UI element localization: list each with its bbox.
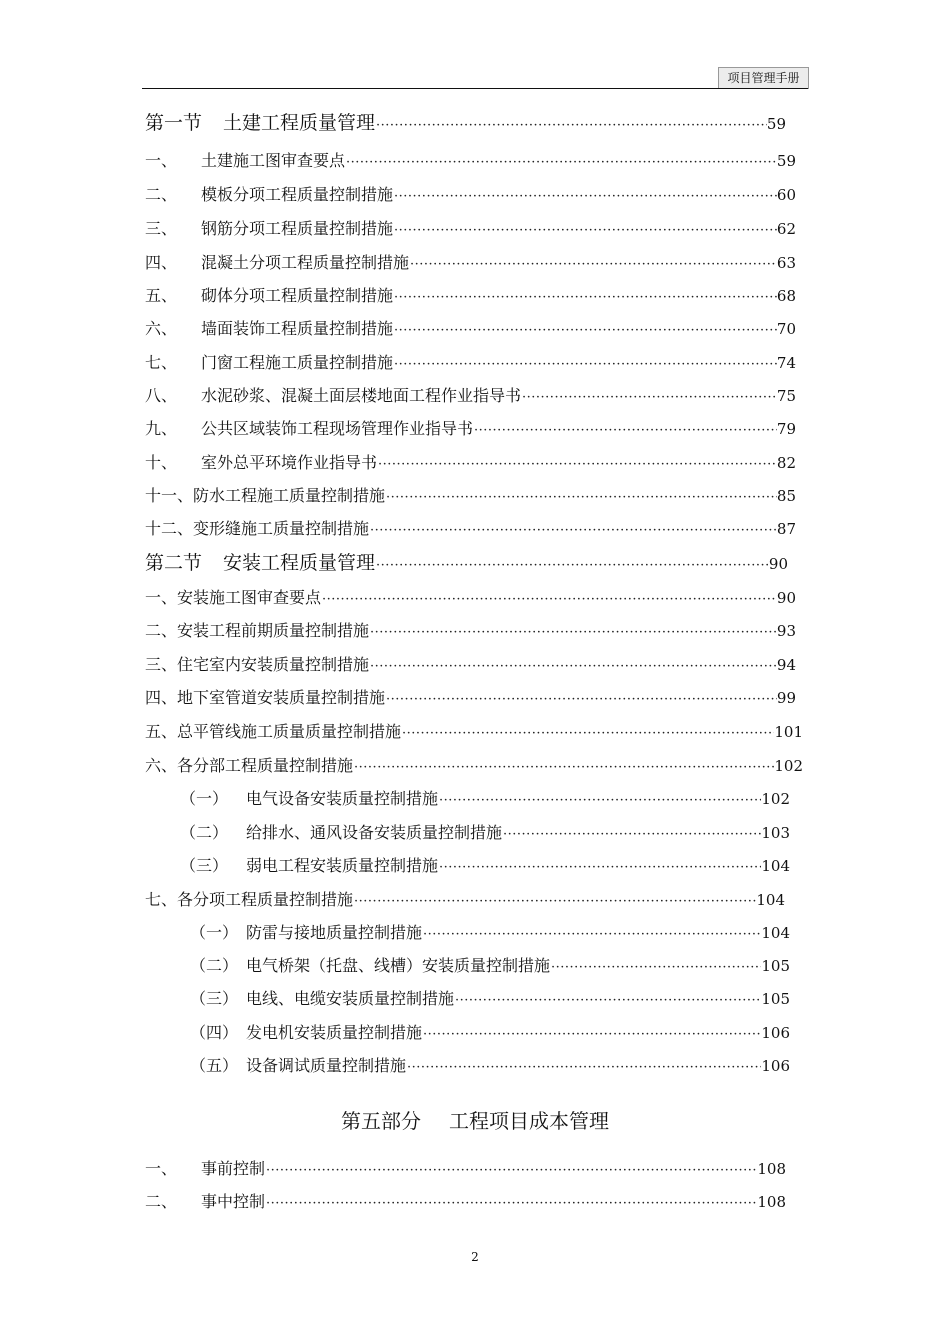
toc-entry[interactable] [190,1020,790,1046]
toc-entry-title: 总平管线施工质量质量控制措施 [177,722,402,741]
toc-entry-page: 105 [761,990,790,1008]
toc-entry-number: 五、 [145,286,178,305]
toc-entry-page: 68 [776,287,796,305]
dot-leader [422,922,761,946]
toc-entry-number: 一、 [145,588,178,607]
header-tag: 项目管理手册 [718,67,809,89]
toc-entry-title: 模板分项工程质量控制措施 [201,185,394,204]
toc-entry-number: （一） [190,923,239,942]
toc-entry-page: 60 [776,186,796,204]
toc-entry-number: 二、 [145,185,178,204]
toc-entry-page: 70 [776,320,796,338]
dot-leader [369,518,777,542]
toc-entry-title: 公共区域装饰工程现场管理作业指导书 [201,419,474,438]
toc-entry[interactable] [145,250,796,276]
toc-entry-number: 四、 [145,253,178,272]
toc-entry-title: 住宅室内安装质量控制措施 [177,655,370,674]
toc-entry-number: 十一、 [145,486,194,505]
toc-entry-title: 土建施工图审查要点 [201,151,346,170]
toc-entry-number: 十、 [145,453,178,472]
toc-entry[interactable] [180,853,790,879]
toc-entry[interactable] [145,416,796,442]
toc-entry-title: 各分部工程质量控制措施 [177,756,354,775]
dot-leader [377,452,777,476]
toc-entry-number: 二、 [145,621,178,640]
toc-entry-page: 59 [776,152,796,170]
dot-leader [369,620,777,644]
toc-entry-number: （二） [180,823,229,842]
toc-entry-number: （一） [180,789,229,808]
toc-entry-title: 地下室管道安装质量控制措施 [177,688,386,707]
toc-entry-number: （二） [190,956,239,975]
toc-entry-title: 混凝土分项工程质量控制措施 [201,253,410,272]
toc-entry-number: 七、 [145,890,178,909]
toc-entry-page: 104 [761,924,790,942]
toc-entry-title: 事前控制 [201,1159,266,1178]
dot-leader [345,150,777,174]
toc-entry[interactable] [145,685,796,711]
toc-entry-page: 106 [761,1024,790,1042]
dot-leader [353,755,774,779]
toc-entry-page: 102 [761,790,790,808]
toc-entry-page: 108 [757,1193,786,1211]
toc-entry-number: 第五部分 [341,1109,421,1133]
dot-leader [393,218,777,242]
dot-leader [353,889,756,913]
toc-entry-title: 土建工程质量管理 [223,112,376,134]
toc-entry[interactable] [145,516,796,542]
toc-entry-title: 电气设备安装质量控制措施 [246,789,439,808]
toc-entry-title: 防雷与接地质量控制措施 [246,923,423,942]
toc-entry-title: 室外总平环境作业指导书 [201,453,378,472]
toc-entry-title: 发电机安装质量控制措施 [246,1023,423,1042]
toc-entry-title: 墙面装饰工程质量控制措施 [201,319,394,338]
toc-entry-page: 90 [776,589,796,607]
toc-entry-number: 五、 [145,722,178,741]
dot-leader [385,485,777,509]
dot-leader [375,553,769,576]
toc-entry[interactable] [190,986,790,1012]
toc-entry-title: 水泥砂浆、混凝土面层楼地面工程作业指导书 [201,386,522,405]
dot-leader [521,385,777,409]
toc-entry[interactable] [145,652,796,678]
toc-entry-page: 93 [776,622,796,640]
toc-entry-title: 砌体分项工程质量控制措施 [201,286,394,305]
toc-entry-title: 安装工程质量管理 [223,552,376,574]
toc-entry[interactable] [145,1189,786,1215]
toc-entry-number: （四） [190,1023,239,1042]
toc-entry-page: 79 [776,420,796,438]
toc-entry-number: 十二、 [145,519,194,538]
toc-entry[interactable] [145,383,796,409]
toc-entry[interactable] [145,1156,786,1182]
toc-entry-page: 63 [776,254,796,272]
toc-entry[interactable] [145,182,796,208]
toc-entry-number: 八、 [145,386,178,405]
dot-leader [265,1191,757,1215]
toc-entry-number: （三） [180,856,229,875]
toc-entry-page: 106 [761,1057,790,1075]
header-rule [142,88,808,89]
dot-leader [502,822,761,846]
dot-leader [454,988,761,1012]
dot-leader [265,1158,757,1182]
toc-entry-page: 90 [768,555,788,573]
page-number: 2 [471,1250,479,1264]
toc-entry-page: 94 [776,656,796,674]
dot-leader [550,955,761,979]
toc-entry[interactable] [145,148,796,174]
dot-leader [406,1055,761,1079]
toc-entry-title: 防水工程施工质量控制措施 [193,486,386,505]
toc-entry[interactable] [145,618,796,644]
toc-entry-title: 给排水、通风设备安装质量控制措施 [246,823,503,842]
dot-leader [438,855,761,879]
dot-leader [321,587,777,611]
toc-entry-title: 各分项工程质量控制措施 [177,890,354,909]
dot-leader [422,1022,761,1046]
toc-entry[interactable] [145,585,796,611]
toc-entry[interactable] [145,216,796,242]
toc-entry-title: 钢筋分项工程质量控制措施 [201,219,394,238]
toc-entry[interactable] [190,953,790,979]
toc-entry-page: 82 [776,454,796,472]
toc-entry-number: （五） [190,1056,239,1075]
toc-entry[interactable] [145,483,796,509]
dot-leader [473,418,777,442]
toc-entry-title: 门窗工程施工质量控制措施 [201,353,394,372]
dot-leader [385,687,777,711]
dot-leader [409,252,777,276]
toc-entry-number: （三） [190,989,239,1008]
toc-entry[interactable] [180,820,790,846]
toc-entry-page: 105 [761,957,790,975]
toc-entry-title: 安装工程前期质量控制措施 [177,621,370,640]
dot-leader [393,352,777,376]
toc-entry-number: 一、 [145,1159,178,1178]
toc-entry-page: 104 [756,891,785,909]
toc-entry-page: 62 [776,220,796,238]
toc-entry-page: 101 [774,723,803,741]
toc-entry[interactable] [145,283,796,309]
toc-entry-title: 事中控制 [201,1192,266,1211]
part-heading [145,1108,805,1134]
toc-entry-title: 安装施工图审查要点 [177,588,322,607]
dot-leader [401,721,774,745]
toc-entry-page: 85 [776,487,796,505]
dot-leader [393,285,777,309]
toc-entry[interactable] [190,920,790,946]
toc-entry[interactable] [180,786,790,812]
dot-leader [393,318,777,342]
toc-entry-page: 74 [776,354,796,372]
toc-entry[interactable] [145,719,803,745]
toc-entry-page: 87 [776,520,796,538]
toc-entry[interactable] [145,450,796,476]
toc-entry-number: 二、 [145,1192,178,1211]
toc-entry[interactable] [145,350,796,376]
dot-leader [369,654,777,678]
toc-entry-page: 75 [776,387,796,405]
toc-entry-title: 电气桥架（托盘、线槽）安装质量控制措施 [246,956,551,975]
toc-entry-page: 104 [761,857,790,875]
toc-section-entry[interactable] [145,110,786,136]
dot-leader [393,184,777,208]
toc-entry-number: 九、 [145,419,178,438]
toc-entry[interactable] [145,316,796,342]
toc-entry-number: 三、 [145,655,178,674]
toc-entry-number: 七、 [145,353,178,372]
toc-entry-number: 一、 [145,151,178,170]
toc-entry-page: 103 [761,824,790,842]
toc-entry-page: 102 [774,757,803,775]
toc-entry-page: 59 [766,115,786,133]
toc-entry-page: 99 [776,689,796,707]
toc-entry-number: 第二节 [145,552,203,574]
toc-entry[interactable] [190,1053,790,1079]
toc-entry-title: 设备调试质量控制措施 [246,1056,407,1075]
dot-leader [438,788,761,812]
toc-entry-title: 工程项目成本管理 [449,1109,609,1133]
toc-entry-page: 108 [757,1160,786,1178]
toc-section-entry[interactable] [145,550,788,576]
toc-entry-title: 电线、电缆安装质量控制措施 [246,989,455,1008]
toc-entry[interactable] [145,753,803,779]
toc-entry-number: 三、 [145,219,178,238]
dot-leader [375,113,767,136]
toc-entry-title: 弱电工程安装质量控制措施 [246,856,439,875]
toc-entry-number: 六、 [145,319,178,338]
toc-entry[interactable] [145,887,785,913]
toc-entry-number: 第一节 [145,112,203,134]
toc-entry-number: 六、 [145,756,178,775]
toc-entry-number: 四、 [145,688,178,707]
toc-entry-title: 变形缝施工质量控制措施 [193,519,370,538]
